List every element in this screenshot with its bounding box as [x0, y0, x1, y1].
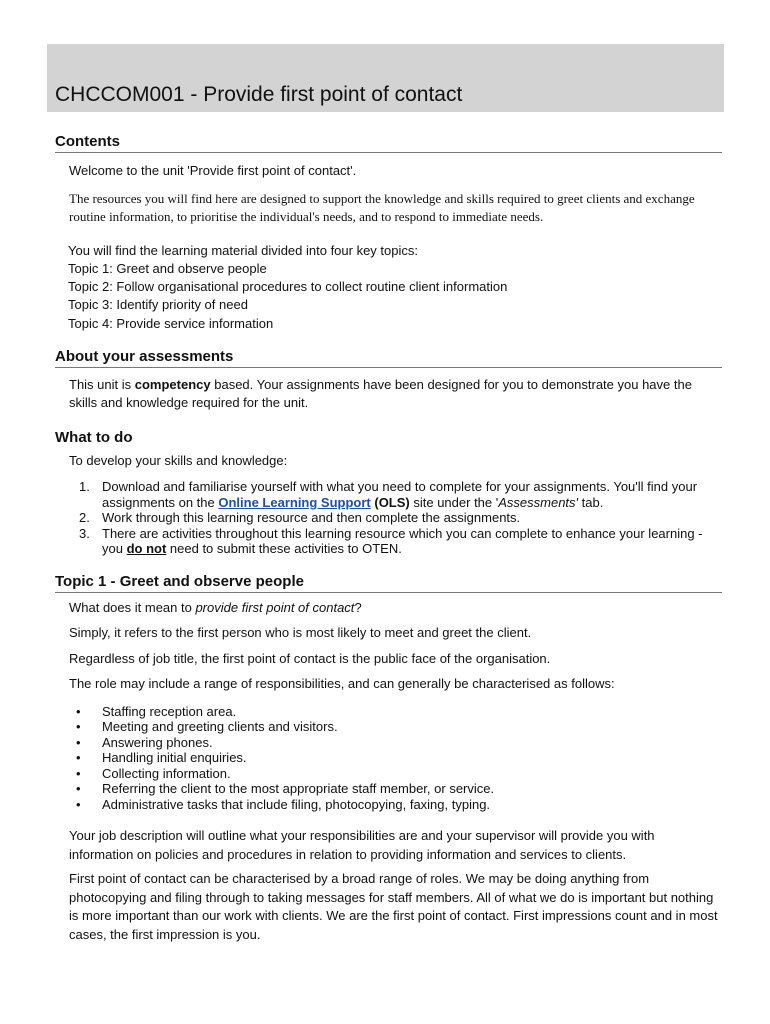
- contents-heading: Contents: [55, 133, 722, 153]
- topics-intro: You will find the learning material divided into four key topics:: [68, 242, 418, 258]
- list-item: • Administrative tasks that include filing, photocopying, faxing, typing.: [76, 796, 491, 812]
- page-title: CHCCOM001 - Provide first point of contact: [55, 83, 463, 106]
- topics-list: [55, 242, 722, 333]
- topic1-paragraph: The role may include a range of responsibilities, and can generally be characterised as follows:: [69, 676, 615, 692]
- assessments-text-pre: This unit is: [69, 376, 135, 392]
- topic1-paragraph: First point of contact can be characterised by a broad range of roles. We may be doing anything from photocopying and filing through to taking messages for staff members. All of what we do is important but nothing is more important than our work with clients. We are the first point of contact. First impressions count and in most cases, the first impression is you.: [69, 871, 718, 942]
- list-item: • Referring the client to the most appropriate staff member, or service.: [76, 781, 495, 797]
- topic1-paragraph: Regardless of job title, the first point of contact is the public face of the organisation.: [69, 650, 551, 666]
- list-item: 3. There are activities throughout this learning resource which you can complete to enhance your learning - you do not need to submit these activities to OTEN.: [79, 525, 703, 557]
- list-item: • Staffing reception area.: [76, 703, 237, 719]
- list-item: 2. Work through this learning resource and then complete the assignments.: [79, 510, 521, 526]
- what-to-do-heading: What to do: [55, 428, 133, 446]
- document-body: [55, 133, 722, 944]
- assessments-heading: About your assessments: [55, 348, 722, 368]
- topic-item: Topic 4: Provide service information: [68, 315, 274, 331]
- list-item: • Answering phones.: [76, 734, 213, 750]
- topic-item: Topic 3: Identify priority of need: [68, 297, 248, 313]
- list-item: • Collecting information.: [76, 765, 231, 781]
- what-to-do-list: [55, 479, 722, 557]
- list-item: • Meeting and greeting clients and visitors.: [76, 719, 338, 735]
- what-to-do-intro: To develop your skills and knowledge:: [69, 452, 288, 468]
- topic-item: Topic 1: Greet and observe people: [68, 260, 267, 276]
- welcome-text: Welcome to the unit 'Provide first point of contact'.: [69, 163, 357, 178]
- online-learning-support-link[interactable]: Online Learning Support: [218, 494, 371, 510]
- title-banner: [47, 44, 724, 112]
- resources-text: The resources you will find here are designed to support the knowledge and skills required to greet clients and exchange routine information, to prioritise the individual's needs, and to respond to immediate needs.: [69, 190, 695, 224]
- assessments-text: [55, 376, 722, 413]
- topic1-paragraph: Your job description will outline what your responsibilities are and your supervisor will provide you with information on policies and procedures in relation to providing information and services to clients.: [69, 828, 655, 862]
- list-item: • Handling initial enquiries.: [76, 750, 247, 766]
- competency-label: competency: [134, 376, 211, 392]
- responsibilities-list: [55, 704, 722, 813]
- list-item: 1. Download and familiarise yourself with what you need to complete for your assignments. You'll find your assignments on the Online Learning Support (OLS) site under the 'Assessments' tab.: [79, 479, 698, 510]
- topic-item: Topic 2: Follow organisational procedures to collect routine client information: [68, 279, 508, 295]
- topic1-question: What does it mean to provide first point of contact?: [69, 599, 362, 615]
- topic1-paragraph: Simply, it refers to the first person who is most likely to meet and greet the client.: [69, 625, 532, 641]
- assessments-text-post: based. Your assignments have been designed for you to demonstrate you have the skills and knowledge required for the unit.: [69, 376, 692, 411]
- topic1-heading: Topic 1 - Greet and observe people: [55, 573, 722, 593]
